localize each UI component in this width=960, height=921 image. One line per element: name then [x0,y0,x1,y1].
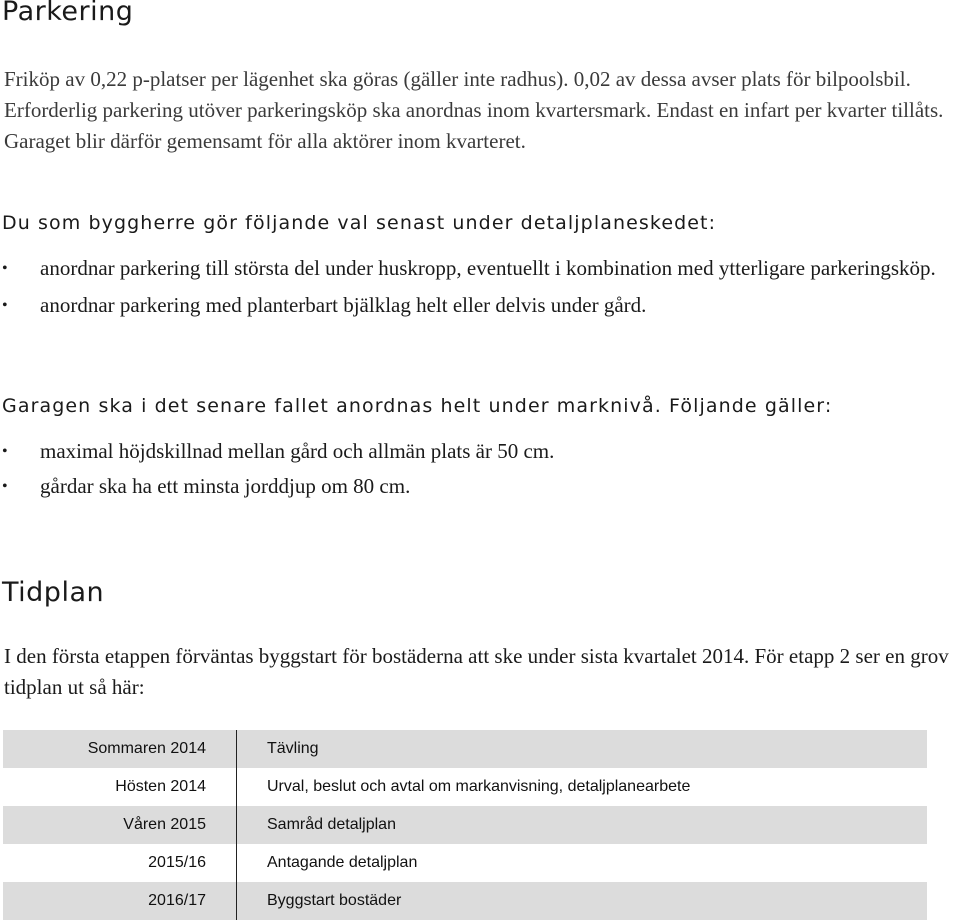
table-row [3,882,927,920]
list-item [0,436,960,467]
tidplan-heading: Tidplan [2,577,105,608]
garage-rule-text: maximal höjdskillnad mellan gård och allmän plats är 50 cm. [40,439,555,463]
table-row [3,806,927,844]
bullet-icon: • [2,260,8,277]
list-item [0,471,960,502]
timeline-activity: Byggstart bostäder [237,882,928,920]
choice-list [0,253,960,327]
choice-heading: Du som byggherre gör följande val senast under detaljplaneskedet: [2,212,717,234]
garage-heading: Garagen ska i det senare fallet anordnas helt under marknivå. Följande gäller: [2,395,833,417]
tidplan-intro: I den första etappen förväntas byggstart för bostäderna att ske under sista kvartalet 2014. För etapp 2 ser en grov tidplan ut så här: [4,644,949,699]
list-item [0,290,960,321]
garage-rule-text: gårdar ska ha ett minsta jorddjup om 80 cm. [40,474,411,498]
timeline-period: Sommaren 2014 [3,730,237,768]
timeline-activity: Urval, beslut och avtal om markanvisning, detaljplanearbete [237,768,928,806]
timeline-period: 2016/17 [3,882,237,920]
timeline-activity: Antagande detaljplan [237,844,928,882]
table-row [3,730,927,768]
bullet-icon: • [2,478,8,495]
bullet-icon: • [2,297,8,314]
parkering-heading: Parkering [2,0,134,27]
parkering-intro: Friköp av 0,22 p-platser per lägenhet ska göras (gäller inte radhus). 0,02 av dessa avser plats för bilpoolsbil. Erforderlig parkering utöver parkeringsköp ska anordnas inom kvartersmark. Endast en infart per kvarter tillåts. Garaget blir därför gemensamt för alla aktörer inom kvarteret. [4,67,944,153]
list-item [0,253,960,284]
choice-text: anordnar parkering med planterbart bjälklag helt eller delvis under gård. [40,293,647,317]
bullet-icon: • [2,443,8,460]
table-row [3,844,927,882]
timeline-period: Våren 2015 [3,806,237,844]
timeline-activity: Tävling [237,730,928,768]
timeline-activity: Samråd detaljplan [237,806,928,844]
timeline-period: 2015/16 [3,844,237,882]
choice-text: anordnar parkering till största del under huskropp, eventuellt i kombination med ytterligare parkeringsköp. [40,256,936,280]
garage-rules-list [0,436,960,508]
timeline-period: Hösten 2014 [3,768,237,806]
timeline-table [3,730,927,920]
table-row [3,768,927,806]
